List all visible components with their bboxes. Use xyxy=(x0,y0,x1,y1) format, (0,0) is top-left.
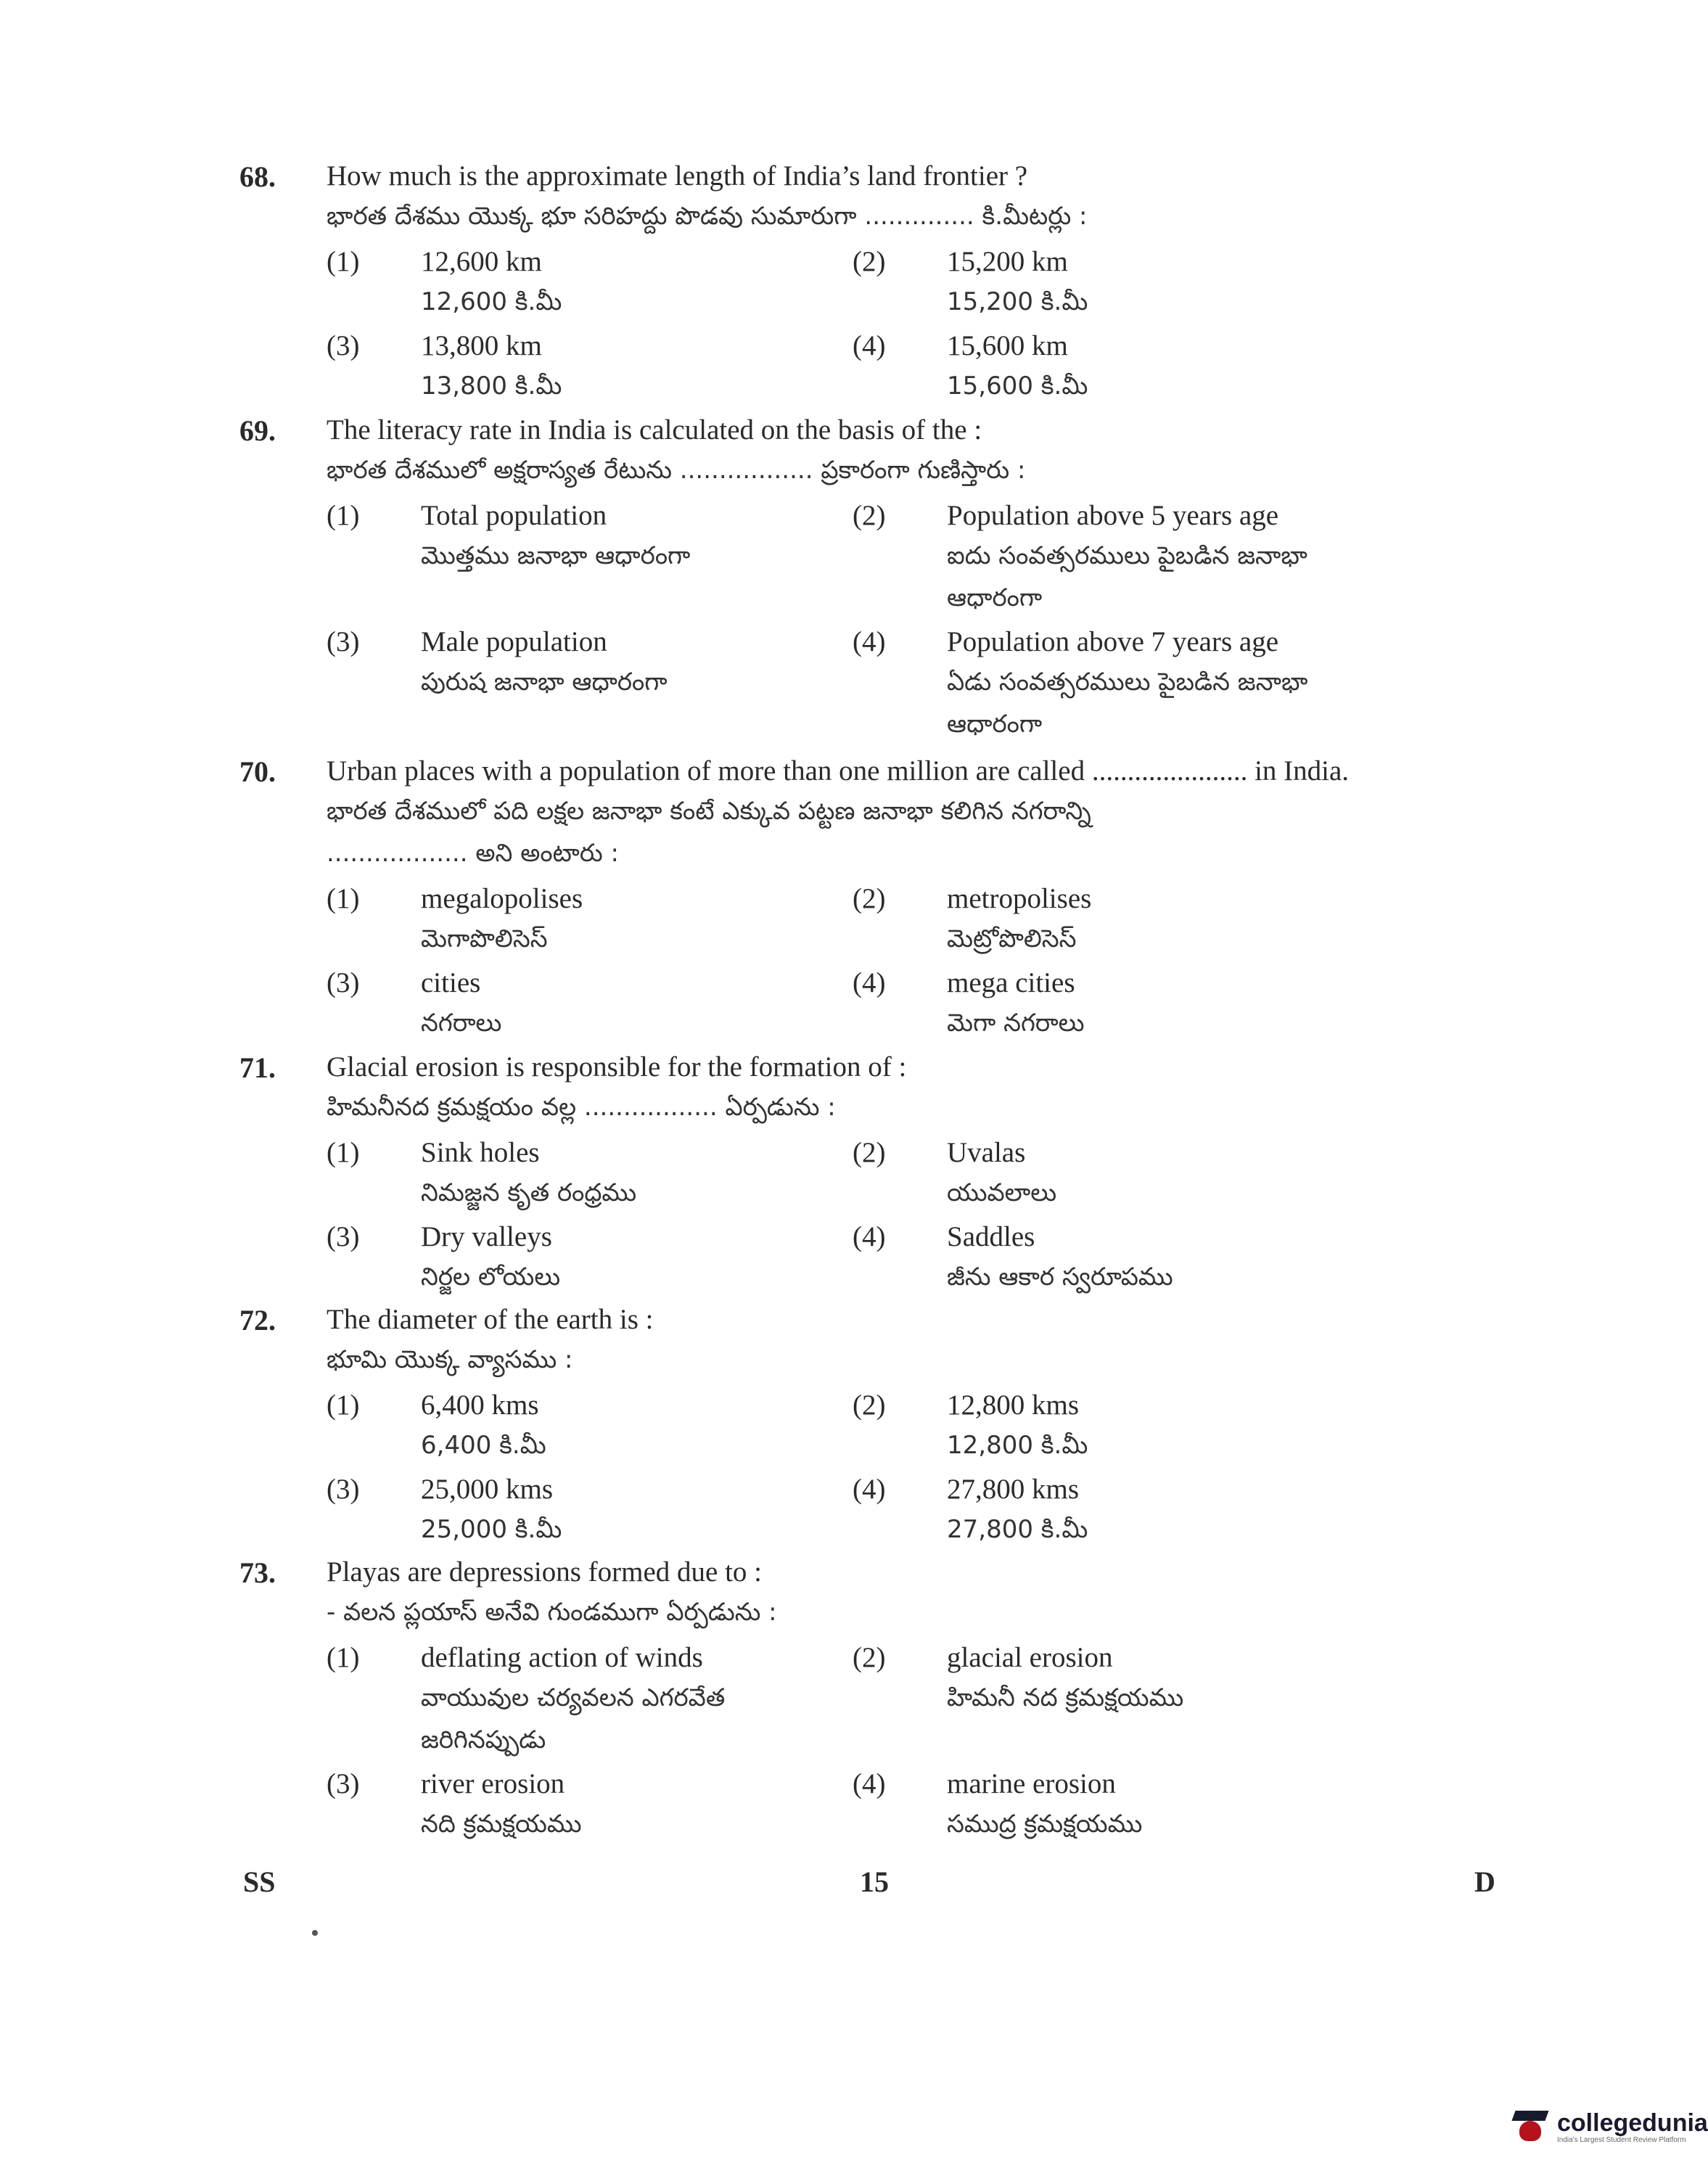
option-text-te: 27,800 కి.మీ xyxy=(947,1515,1088,1544)
option-text-en: 25,000 kms xyxy=(421,1474,554,1505)
option-text-en: deflating action of winds xyxy=(421,1642,703,1673)
option-text-en: Male population xyxy=(421,626,607,657)
option-text-te: 15,200 కి.మీ xyxy=(947,287,1088,316)
option-text-te: 6,400 కి.మీ xyxy=(421,1431,546,1460)
option-text-en: 12,800 kms xyxy=(947,1389,1080,1421)
option-text-te: మెట్రోపొలిసెస్ xyxy=(947,924,1077,953)
collegedunia-logo xyxy=(1509,2108,1708,2146)
option-text-en: Dry valleys xyxy=(421,1221,552,1252)
footer-booklet-code: D xyxy=(1474,1865,1495,1898)
option-text-en: 12,600 km xyxy=(421,246,542,277)
option-label: (2) xyxy=(853,1389,886,1421)
question-text-te: భారత దేశములో పది లక్షల జనాభా కంటే ఎక్కువ పట్టణ జనాభా కలిగిన నగరాన్ని xyxy=(327,797,1091,826)
footer-series-code: SS xyxy=(243,1865,276,1898)
option-text-en: marine erosion xyxy=(947,1768,1116,1799)
option-text-te: 12,800 కి.మీ xyxy=(947,1431,1088,1460)
option-label: (3) xyxy=(327,1768,360,1799)
option-text-en: Uvalas xyxy=(947,1137,1026,1168)
option-label: (1) xyxy=(327,883,360,914)
option-text-en: 27,800 kms xyxy=(947,1474,1080,1505)
option-label: (2) xyxy=(853,246,886,277)
option-label: (1) xyxy=(327,246,360,277)
option-label: (4) xyxy=(853,626,886,657)
option-label: (2) xyxy=(853,1642,886,1673)
option-text-te: 13,800 కి.మీ xyxy=(421,371,562,401)
question-text-en: Urban places with a population of more than one million are called ...................... in India. xyxy=(327,755,1350,787)
option-text-te-cont: జరిగినప్పుడు xyxy=(421,1725,546,1754)
option-label: (3) xyxy=(327,626,360,657)
option-text-en: 15,200 km xyxy=(947,246,1068,277)
option-text-te: జీను ఆకార స్వరూపము xyxy=(947,1262,1173,1292)
question-text-te: - వలన ప్లయాస్ అనేవి గుండముగా ఏర్పడును : xyxy=(327,1598,777,1627)
option-text-te: మొత్తము జనాభా ఆధారంగా xyxy=(421,541,691,570)
option-label: (4) xyxy=(853,1768,886,1799)
option-text-en: Saddles xyxy=(947,1221,1035,1252)
option-text-te: 15,600 కి.మీ xyxy=(947,371,1088,401)
option-text-te-cont: ఆధారంగా xyxy=(947,710,1043,739)
option-text-te: నది క్రమక్షయము xyxy=(421,1810,582,1839)
option-text-te: సముద్ర క్రమక్షయము xyxy=(947,1810,1143,1839)
option-label: (4) xyxy=(853,967,886,998)
question-number: 68. xyxy=(239,160,276,193)
question-text-en: Glacial erosion is responsible for the formation of : xyxy=(327,1051,907,1083)
option-text-en: metropolises xyxy=(947,883,1092,914)
option-label: (3) xyxy=(327,1221,360,1252)
option-label: (1) xyxy=(327,1137,360,1168)
option-label: (4) xyxy=(853,1474,886,1505)
question-text-te: భారత దేశములో అక్షరాస్యత రేటును ................. ప్రకారంగా గుణిస్తారు : xyxy=(327,456,1026,485)
question-number: 70. xyxy=(239,755,276,788)
option-text-te: నిమజ్జన కృత రంధ్రము xyxy=(421,1178,637,1207)
scan-dot xyxy=(312,1930,318,1936)
question-text-te: హిమనీనద క్రమక్షయం వల్ల ................. ఏర్పడును : xyxy=(327,1093,836,1122)
logo-name: collegedunia xyxy=(1557,2109,1708,2137)
option-text-te: వాయువుల చర్యవలన ఎగరవేత xyxy=(421,1683,726,1712)
option-text-en: Sink holes xyxy=(421,1137,540,1168)
option-text-en: megalopolises xyxy=(421,883,583,914)
option-text-te: 25,000 కి.మీ xyxy=(421,1515,562,1544)
option-label: (4) xyxy=(853,330,886,361)
option-text-en: 6,400 kms xyxy=(421,1389,539,1421)
option-text-en: mega cities xyxy=(947,967,1075,998)
question-text-te: భారత దేశము యొక్క భూ సరిహద్దు పొడవు సుమారుగా .............. కి.మీటర్లు : xyxy=(327,202,1088,231)
question-text-en: The literacy rate in India is calculated on the basis of the : xyxy=(327,414,982,445)
option-label: (2) xyxy=(853,500,886,531)
option-label: (4) xyxy=(853,1221,886,1252)
option-text-en: Population above 7 years age xyxy=(947,626,1279,657)
question-text-en: Playas are depressions formed due to : xyxy=(327,1556,763,1588)
option-text-en: Population above 5 years age xyxy=(947,500,1279,531)
option-label: (3) xyxy=(327,967,360,998)
question-text-en: How much is the approximate length of India’s land frontier ? xyxy=(327,160,1028,192)
question-number: 72. xyxy=(239,1304,276,1336)
logo-tagline: India's Largest Student Review Platform xyxy=(1557,2135,1686,2144)
question-number: 73. xyxy=(239,1556,276,1589)
option-text-en: glacial erosion xyxy=(947,1642,1113,1673)
option-label: (1) xyxy=(327,500,360,531)
option-text-en: 15,600 km xyxy=(947,330,1068,361)
option-label: (1) xyxy=(327,1389,360,1421)
option-text-te: హిమనీ నద క్రమక్షయము xyxy=(947,1683,1184,1712)
question-number: 69. xyxy=(239,414,276,447)
question-number: 71. xyxy=(239,1051,276,1084)
option-text-te: మెగాపొలిసెస్ xyxy=(421,924,548,953)
option-text-en: 13,800 km xyxy=(421,330,542,361)
question-text-te-cont: .................. అని అంటారు : xyxy=(327,839,620,868)
option-text-te: నిర్జల లోయలు xyxy=(421,1262,561,1292)
page-number: 15 xyxy=(860,1865,889,1898)
option-text-en: river erosion xyxy=(421,1768,565,1799)
option-text-te: పురుష జనాభా ఆధారంగా xyxy=(421,668,668,697)
option-label: (2) xyxy=(853,883,886,914)
option-label: (3) xyxy=(327,330,360,361)
option-text-te-cont: ఆధారంగా xyxy=(947,583,1043,612)
option-text-te: ఐదు సంవత్సరములు పైబడిన జనాభా xyxy=(947,541,1307,570)
option-text-en: cities xyxy=(421,967,481,998)
option-label: (3) xyxy=(327,1474,360,1505)
option-text-te: 12,600 కి.మీ xyxy=(421,287,562,316)
option-text-en: Total population xyxy=(421,500,607,531)
option-label: (1) xyxy=(327,1642,360,1673)
option-text-te: ఏడు సంవత్సరములు పైబడిన జనాభా xyxy=(947,668,1308,697)
question-text-te: భూమి యొక్క వ్యాసము : xyxy=(327,1345,573,1374)
question-text-en: The diameter of the earth is : xyxy=(327,1304,654,1335)
graduate-icon xyxy=(1509,2108,1551,2146)
option-text-te: మెగా నగరాలు xyxy=(947,1009,1085,1038)
option-text-te: నగరాలు xyxy=(421,1009,502,1038)
option-text-te: యువలాలు xyxy=(947,1178,1057,1207)
option-label: (2) xyxy=(853,1137,886,1168)
